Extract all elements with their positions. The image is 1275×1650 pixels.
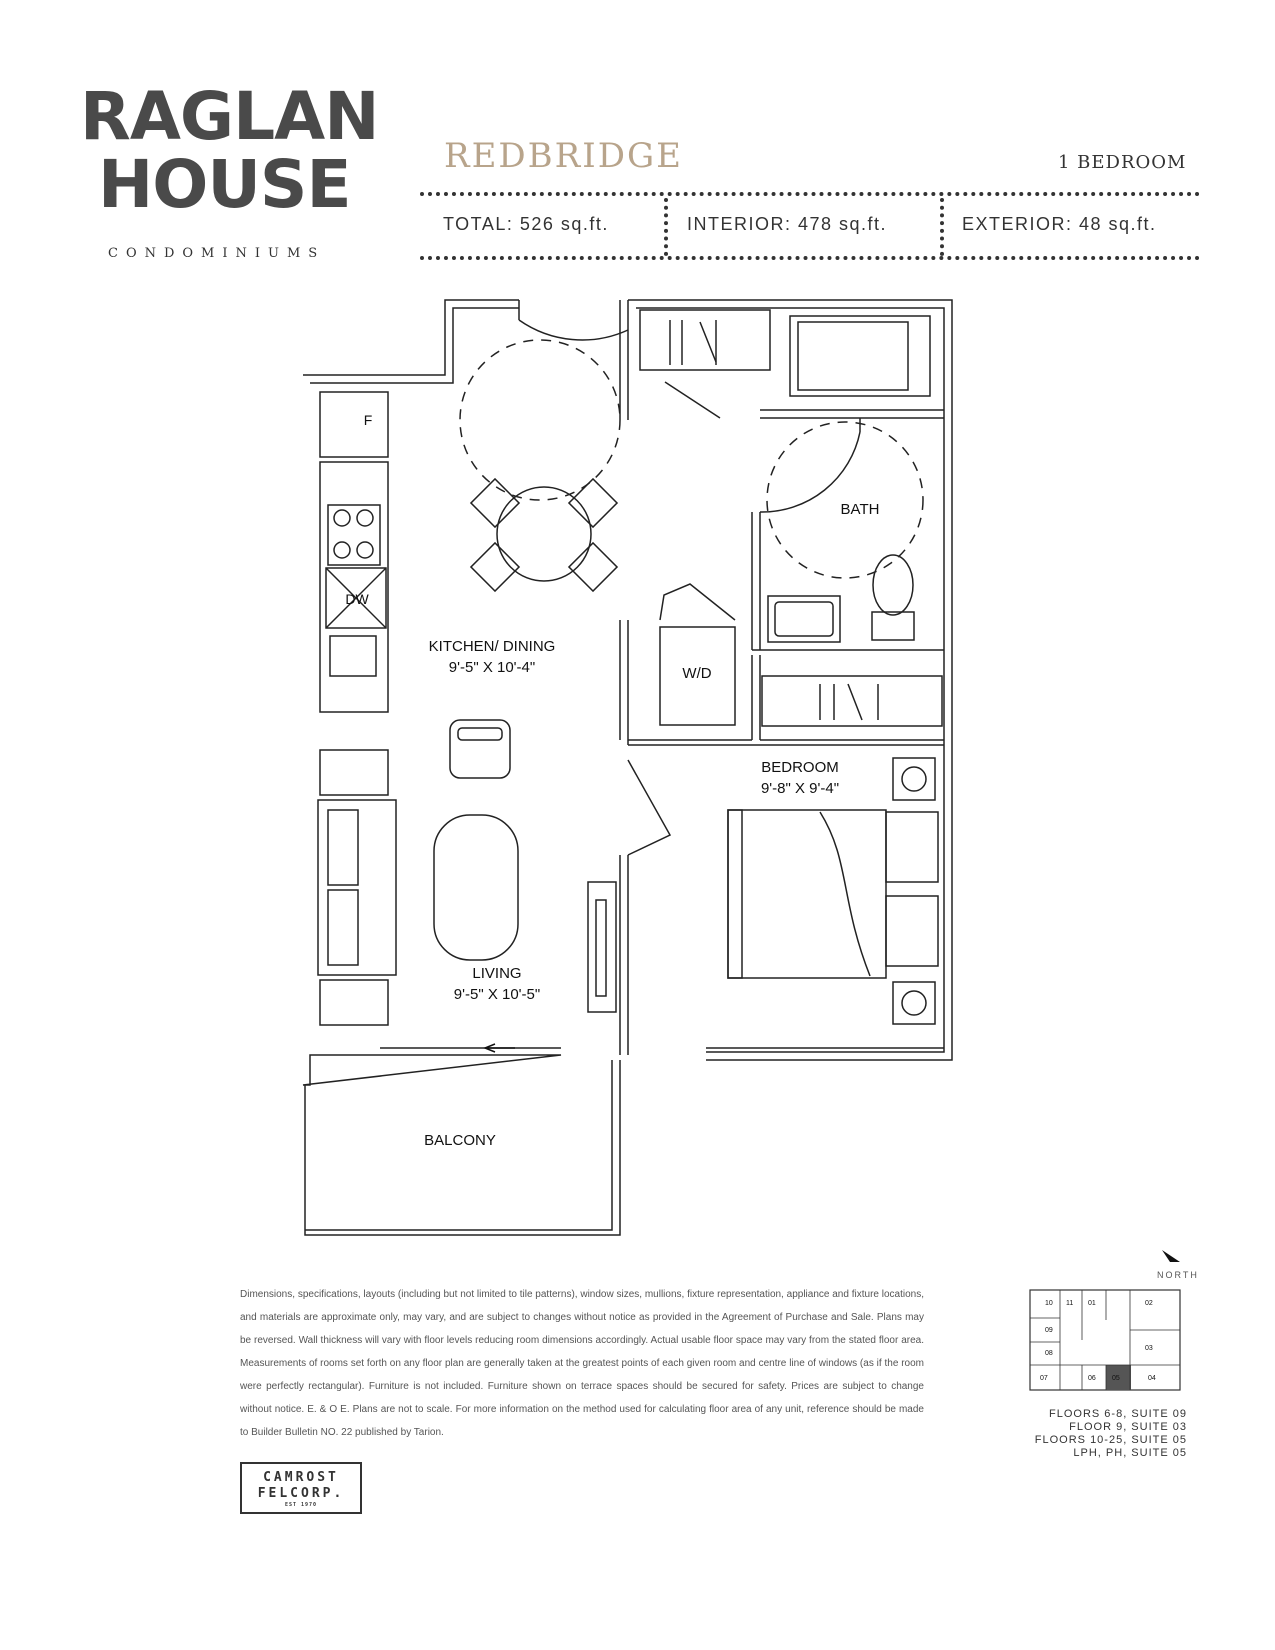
suite-name: REDBRIDGE — [444, 136, 683, 176]
wd-door — [660, 584, 735, 620]
tv-stand — [588, 882, 616, 1012]
floor-item: FLOORS 6-8, SUITE 09 — [1049, 1408, 1187, 1420]
area-interior: INTERIOR: 478 sq.ft. — [687, 214, 888, 234]
svg-text:10: 10 — [1045, 1300, 1053, 1307]
nightstand-1 — [886, 812, 938, 882]
turning-circle-1 — [460, 340, 620, 500]
floor-item: LPH, PH, SUITE 05 — [1073, 1447, 1187, 1459]
nightstand-2 — [886, 896, 938, 966]
side-table-1 — [320, 750, 388, 795]
svg-text:04: 04 — [1148, 1375, 1156, 1382]
side-table-2 — [320, 980, 388, 1025]
bedroom-door — [628, 760, 670, 855]
builder-line2: FELCORP. — [257, 1486, 345, 1501]
balcony-label: BALCONY — [424, 1132, 496, 1149]
svg-text:03: 03 — [1145, 1345, 1153, 1352]
bath-walls — [752, 512, 944, 650]
bedroom-count: 1 BEDROOM — [1058, 152, 1187, 173]
bedroom-label: BEDROOM — [761, 759, 839, 776]
toilet — [872, 612, 914, 640]
wd-side-wall — [752, 655, 760, 740]
lamp-2 — [893, 982, 935, 1024]
bed-sheet-fold — [820, 812, 870, 976]
svg-text:07: 07 — [1040, 1375, 1048, 1382]
builder-line3: EST 1970 — [284, 1502, 318, 1508]
kitchen-dims: 9'-5" X 10'-4" — [448, 659, 536, 676]
inner-wall — [310, 308, 944, 1052]
floor-list — [1035, 1408, 1187, 1460]
fridge-label: F — [363, 412, 373, 428]
builder-logo — [240, 1462, 362, 1514]
bedroom-top-wall — [628, 740, 944, 745]
svg-text:11: 11 — [1066, 1300, 1074, 1307]
dishwasher-label: DW — [345, 591, 369, 607]
floor-item: FLOORS 10-25, SUITE 05 — [1034, 1434, 1187, 1446]
svg-text:02: 02 — [1145, 1300, 1153, 1307]
logo-house: HOUSE — [98, 146, 351, 223]
builder-line1: CAMROST — [263, 1470, 339, 1485]
floor-item: FLOOR 9, SUITE 03 — [1069, 1421, 1187, 1433]
north-label: NORTH — [1157, 1270, 1199, 1280]
bath-label: BATH — [840, 501, 880, 518]
north-arrow-icon — [1162, 1250, 1180, 1262]
bedroom-dims: 9'-8" X 9'-4" — [760, 780, 840, 797]
living-label: LIVING — [472, 965, 522, 982]
living-dims: 9'-5" X 10'-5" — [453, 986, 541, 1003]
dining-table — [497, 487, 591, 581]
bedroom-closet — [762, 676, 942, 726]
area-exterior: EXTERIOR: 48 sq.ft. — [962, 214, 1157, 234]
bath-sink — [768, 596, 840, 642]
wd-label: W/D — [682, 665, 712, 682]
closet-top — [640, 310, 770, 370]
svg-text:09: 09 — [1045, 1327, 1053, 1334]
svg-text:05: 05 — [1112, 1375, 1120, 1382]
kitchen-label: KITCHEN/ DINING — [428, 638, 556, 655]
turning-circle-2 — [767, 422, 923, 578]
logo-raglan: RAGLAN — [80, 78, 379, 155]
bathtub — [790, 316, 930, 396]
bath-top-wall — [760, 410, 944, 418]
area-total: TOTAL: 526 sq.ft. — [443, 214, 609, 234]
entry-door — [519, 300, 628, 340]
svg-text:08: 08 — [1045, 1350, 1053, 1357]
kitchen-sink — [330, 636, 376, 676]
living-bedroom-wall — [620, 855, 628, 1055]
logo-condominiums: CONDOMINIUMS — [108, 246, 326, 261]
bath-door — [760, 418, 860, 512]
sofa — [318, 800, 396, 975]
lamp-1 — [893, 758, 935, 800]
svg-text:06: 06 — [1088, 1375, 1096, 1382]
slide-arrow — [485, 1044, 515, 1052]
coffee-table — [434, 815, 518, 960]
partition-wall — [620, 300, 628, 745]
fridge-box — [320, 392, 388, 457]
disclaimer: Dimensions, specifications, layouts (including but not limited to tile patterns), window sizes, mullions, fixture representation, appliance and fixture locations, and materials are approximate only, may vary, and are subject to changes without notice as provided in the Agreement of Purchase and Sale. Plans may be reversed. Wall thickness will vary with floor levels reducing room dimensions accordingly. Actual usable floor space may vary from the stated floor area. Measurements of rooms set forth on any floor plan are generally taken at the greatest points of each given room and centre line of windows (as if the room were perfectly rectangular). Furniture is not included. Furniture shown on terrace spaces should be secured for safety. Prices are subject to change without notice. E. & O E. Plans are not to scale. For more information on the method used for calculating floor area of any unit, reference should be made to Builder Bulletin NO. 22 published by Tarion. — [240, 1289, 924, 1438]
svg-text:01: 01 — [1088, 1300, 1096, 1307]
